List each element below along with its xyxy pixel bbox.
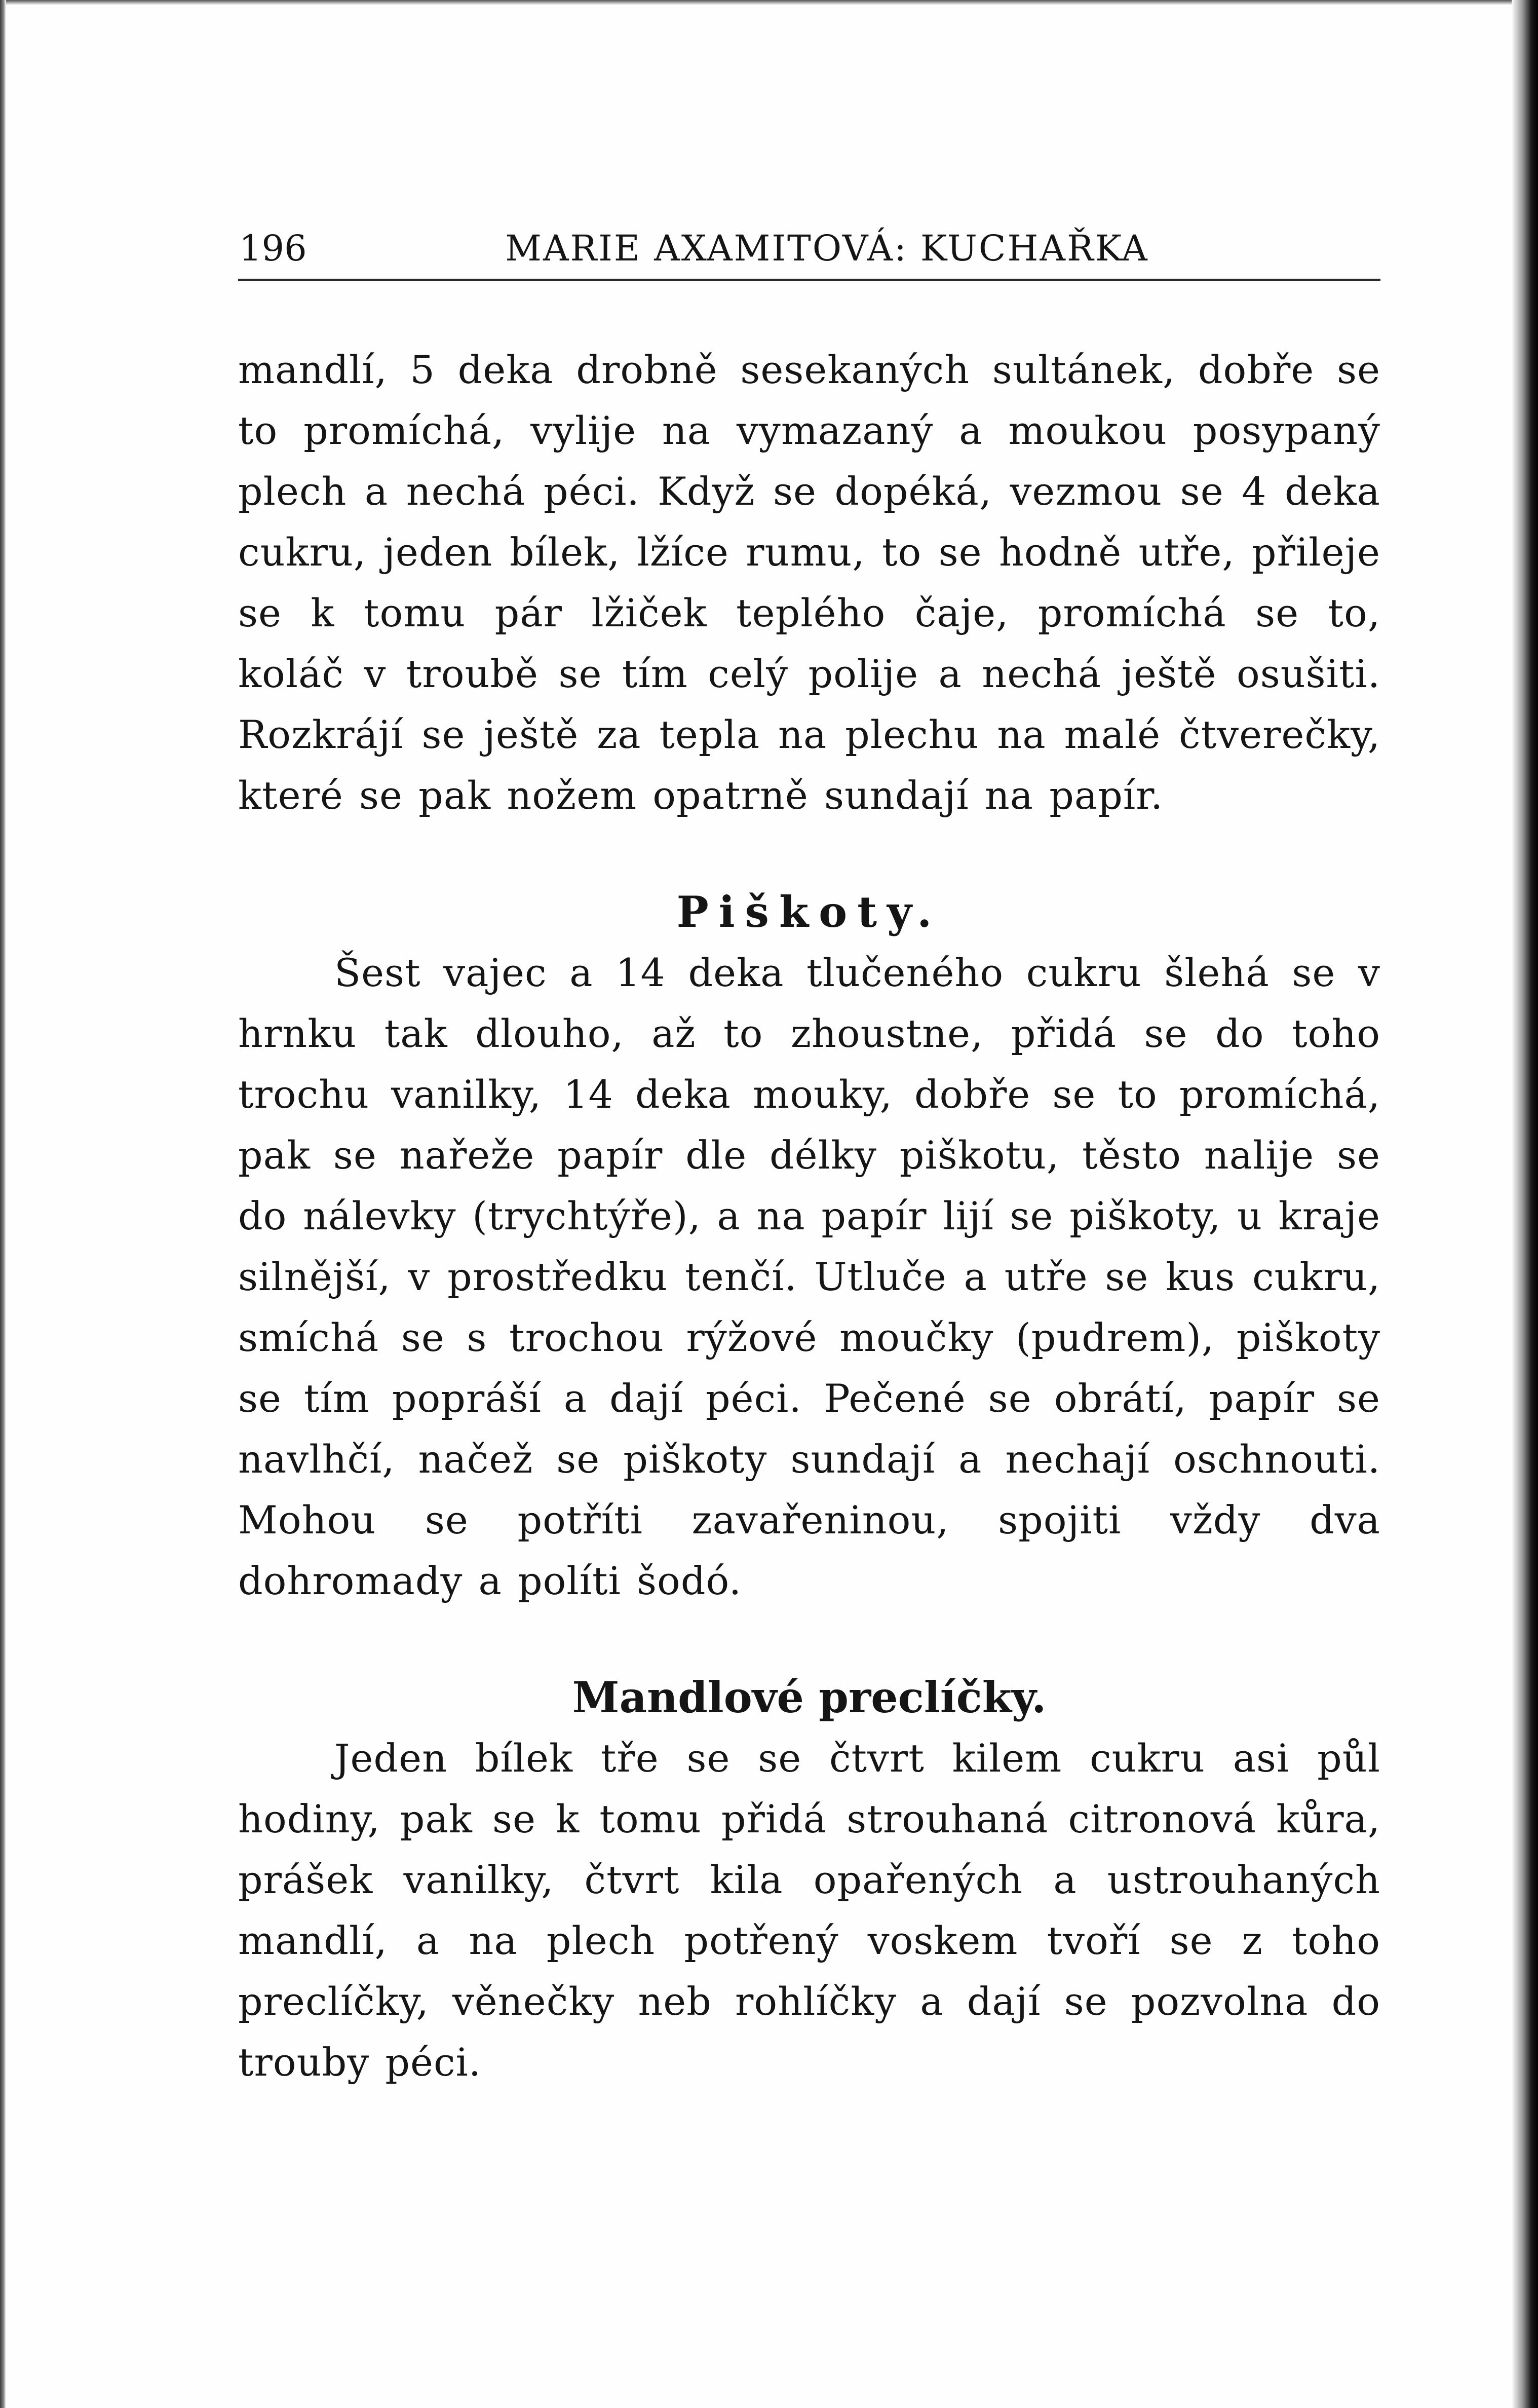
spacer — [238, 826, 1380, 882]
scan-edge-right — [1512, 0, 1538, 2408]
page-body — [238, 340, 1380, 2093]
recipe-text-piskoty: Šest vajec a 14 deka tlučeného cukru šlehá se v hrnku tak dlouho, až to zhoustne, přidá se do toho trochu vanilky, 14 deka mouky, dobře se to promíchá, pak se nařeže papír dle délky piškotu, těsto nalije se do nálevky (trychtýře), a na papír lijí se piškoty, u kraje silnější, v prostředku tenčí. Utluče a utře se kus cukru, smíchá se s trochou rýžové moučky (pudrem), piškoty se tím popráší a dají péci. Pečené se obrátí, papír se navlhčí, načež se piškoty sundají a nechají oschnouti. Mohou se potříti zavařeninou, spojiti vždy dva dohromady a políti šodó. — [238, 950, 1380, 1603]
scan-edge-top — [0, 0, 1538, 5]
running-header — [238, 223, 1380, 281]
continued-paragraph: mandlí, 5 deka drobně sesekaných sultánek, dobře se to promíchá, vylije na vymazaný a moukou posypaný plech a nechá péci. Když se dopéká, vezmou se 4 deka cukru, jeden bílek, lžíce rumu, to se hodně utře, přileje se k tomu pár lžiček teplého čaje, promíchá se to, koláč v troubě se tím celý polije a nechá ještě osušiti. Rozkrájí se ještě za tepla na plechu na malé čtverečky, které se pak nožem opatrně sundají na papír. — [238, 347, 1380, 818]
spacer — [238, 1611, 1380, 1667]
recipe-title-mandlove-preclicky: Mandlové preclíčky. — [572, 1672, 1047, 1722]
recipe-title-piskoty: Piškoty. — [676, 887, 942, 937]
running-title: MARIE AXAMITOVÁ: KUCHAŘKA — [505, 228, 1149, 269]
scan-edge-left — [0, 0, 6, 2408]
recipe-text-mandlove-preclicky: Jeden bílek tře se se čtvrt kilem cukru asi půl hodiny, pak se k tomu přidá strouhaná citronová kůra, prášek vanilky, čtvrt kila opařených a ustrouhaných mandlí, a na plech potřený voskem tvoří se z toho preclíčky, věnečky neb rohlíčky a dají se pozvolna do trouby péci. — [238, 1736, 1380, 2085]
page-number: 196 — [239, 228, 307, 269]
